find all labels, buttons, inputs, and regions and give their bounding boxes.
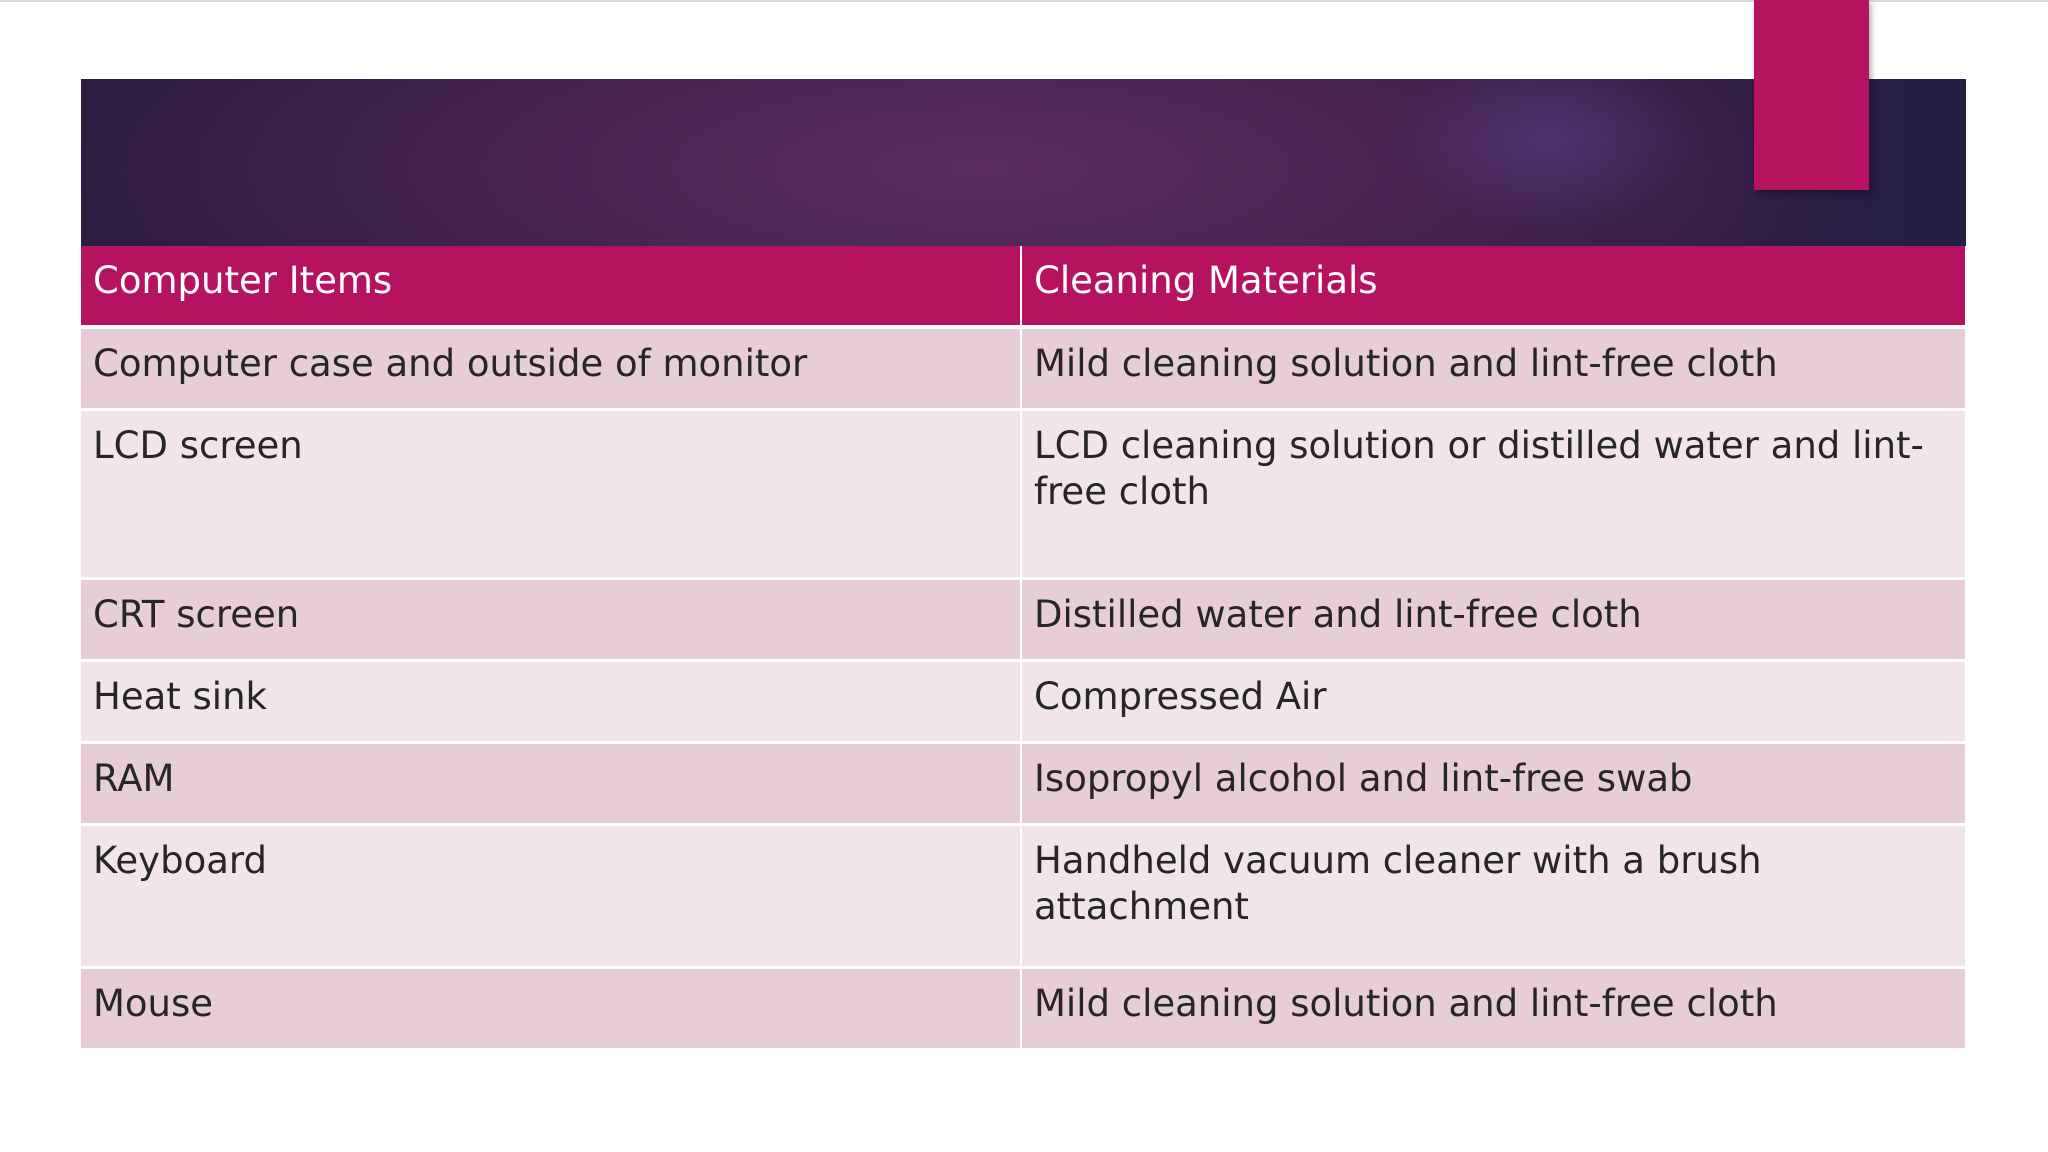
table-cell-material: Compressed Air <box>1022 662 1965 744</box>
table-cell-item: Keyboard <box>81 826 1022 969</box>
table-cell-item: Computer case and outside of monitor <box>81 329 1022 411</box>
table-cell-item: RAM <box>81 744 1022 826</box>
table-row <box>81 826 1965 969</box>
table-cell-material: Handheld vacuum cleaner with a brush attachment <box>1022 826 1965 969</box>
table-row <box>81 580 1965 662</box>
table-cell-item: CRT screen <box>81 580 1022 662</box>
table-row <box>81 969 1965 1051</box>
header-computer-items: Computer Items <box>81 246 1022 329</box>
cleaning-materials-table <box>81 246 1965 1051</box>
accent-tab <box>1754 0 1869 190</box>
table-cell-item: Mouse <box>81 969 1022 1051</box>
table-row <box>81 662 1965 744</box>
top-divider-line <box>0 0 2048 2</box>
table-cell-material: Mild cleaning solution and lint-free cloth <box>1022 969 1965 1051</box>
table-cell-material: Distilled water and lint-free cloth <box>1022 580 1965 662</box>
header-cleaning-materials: Cleaning Materials <box>1022 246 1965 329</box>
table-cell-item: LCD screen <box>81 411 1022 580</box>
table-row <box>81 329 1965 411</box>
table-row <box>81 744 1965 826</box>
table-row <box>81 411 1965 580</box>
table-cell-material: Mild cleaning solution and lint-free cloth <box>1022 329 1965 411</box>
table-cell-item: Heat sink <box>81 662 1022 744</box>
table-header-row <box>81 246 1965 329</box>
table-cell-material: Isopropyl alcohol and lint-free swab <box>1022 744 1965 826</box>
title-banner <box>81 79 1966 246</box>
table-cell-material: LCD cleaning solution or distilled water and lint-free cloth <box>1022 411 1965 580</box>
